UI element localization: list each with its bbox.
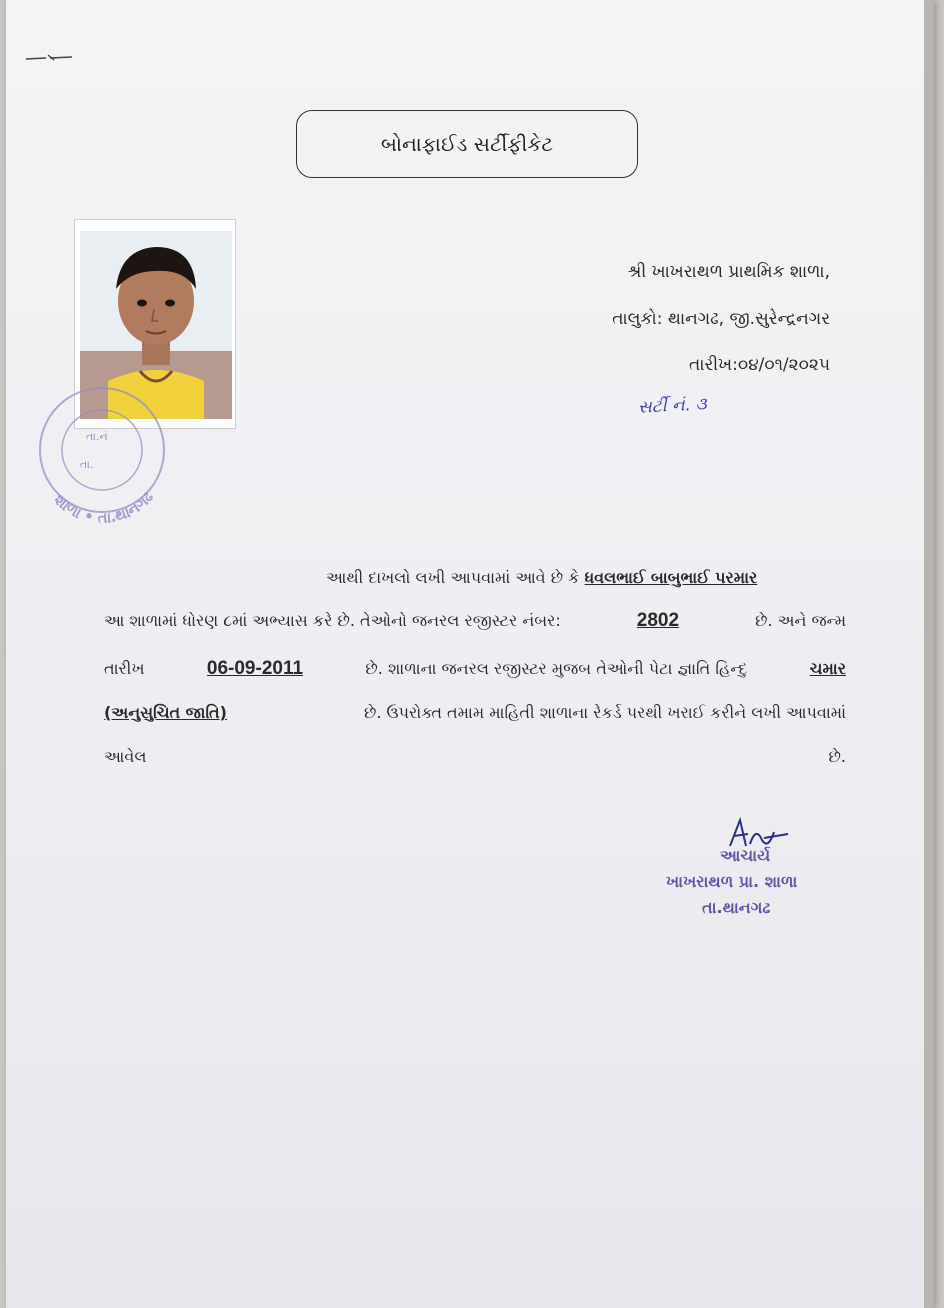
- school-stamp-icon: [16, 378, 186, 528]
- issue-date: તારીખ:૦૪/૦૧/૨૦૨૫: [689, 355, 830, 375]
- line4-text-b: છે. ઉપરોક્ત તમામ માહિતી શાળાના રેકર્ડ પરથી ખરાઈ કરીને લખી આપવામાં: [363, 703, 846, 722]
- register-number: 2802: [636, 610, 680, 631]
- line2-text-b: છે. અને જન્મ: [755, 611, 846, 630]
- line3-text-a: તારીખ: [104, 659, 145, 678]
- stamp-inner-text-2: તા.: [80, 458, 94, 471]
- school-name: શ્રી ખાખરાથળ પ્રાથમિક શાળા,: [627, 262, 830, 282]
- caste-category: (અનુસુચિત જાતિ): [104, 703, 227, 722]
- line3-text-b: છે. શાળાના જનરલ રજીસ્ટર મુજબ તેઓની પેટા જ્ઞાતિ હિન્દુ: [365, 659, 748, 678]
- stamp-inner-text-1: તા.નં: [86, 430, 108, 443]
- certificate-paper: [6, 0, 934, 1308]
- pen-mark-icon: [24, 52, 74, 62]
- line5-text-a: આવેલ: [104, 747, 147, 766]
- serial-number-handwritten: સર્ટી નં. ૩: [637, 394, 708, 418]
- certificate-title: બોનાફાઈડ સર્ટીફીકેટ: [296, 110, 638, 178]
- line2-text-a: આ શાળામાં ધોરણ ૮માં અભ્યાસ કરે છે. તેઓનો જનરલ રજીસ્ટર નંબર:: [104, 611, 561, 630]
- taluka-district: તાલુકો: થાનગઢ, જી.સુરેન્દ્રનગર: [612, 309, 830, 329]
- birth-date: 06-09-2011: [206, 658, 304, 679]
- seal-designation: આચાર્ય: [720, 846, 771, 865]
- body-line-4: [104, 703, 846, 723]
- body-line-1: [326, 568, 846, 588]
- seal-taluka: તા.થાનગઢ: [702, 898, 771, 917]
- body-line-5: [104, 747, 846, 767]
- student-name: ધવલભાઈ બાબુભાઈ પરમાર: [584, 568, 758, 587]
- svg-text:શાળા • તા.થાનગઢ: [50, 488, 157, 527]
- line1-prefix: આથી દાખલો લખી આપવામાં આવે છે કે: [326, 568, 585, 587]
- paper-edge: [924, 0, 934, 1308]
- body-line-3: [104, 658, 846, 680]
- caste: ચમાર: [809, 659, 846, 678]
- stamp-outer-text: શાળા • તા.થાનગઢ: [50, 488, 157, 527]
- body-line-2: [104, 610, 846, 632]
- seal-school: ખાખરાથળ પ્રા. શાળા: [666, 872, 798, 891]
- line5-text-b: છે.: [828, 747, 846, 766]
